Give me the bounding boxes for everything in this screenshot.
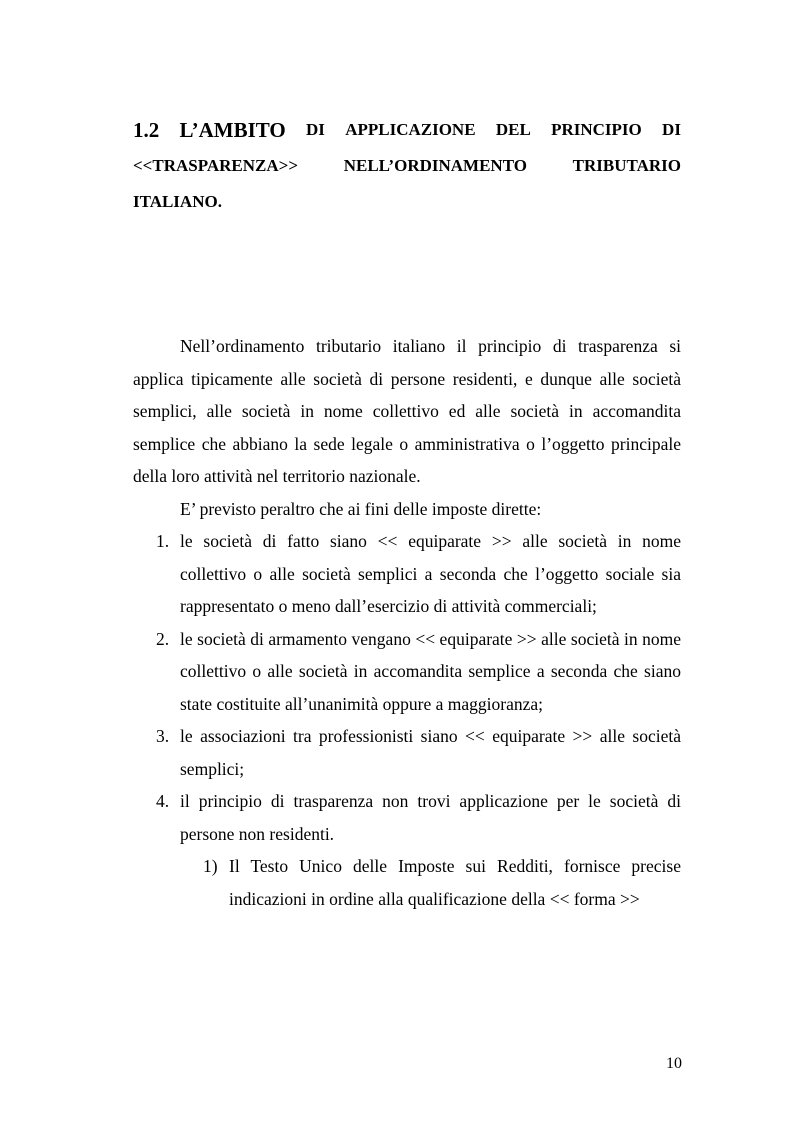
heading-word: L’AMBITO (179, 118, 286, 142)
list-marker: 4. (156, 791, 170, 811)
sub-list-item (203, 850, 681, 915)
provision-paragraph: E’ previsto peraltro che ai fini delle imposte dirette: (180, 498, 542, 519)
page-number: 10 (666, 1055, 682, 1072)
list-item-text: il principio di trasparenza non trovi applicazione per le società di persone non residenti. (180, 791, 681, 844)
list-marker: 2. (156, 628, 170, 649)
heading-word: DI (662, 120, 681, 139)
intro-paragraph: Nell’ordinamento tributario italiano il principio di trasparenza si applica tipicamente alle società di persone residenti, e dunque alle società semplici, alle società in nome collettivo ed alle società in accomandita semplice che abbiano la sede legale o amministrativa o l’oggetto principale della loro attività nel territorio nazionale. (133, 336, 681, 486)
section-heading (133, 112, 681, 220)
numbered-list (133, 525, 681, 850)
list-marker: 1. (156, 531, 170, 551)
body-text (133, 330, 681, 915)
list-item (156, 720, 681, 785)
list-item (156, 785, 681, 850)
heading-word: ITALIANO. (133, 192, 222, 211)
list-item-text: le associazioni tra professionisti siano << equiparate >> alle società semplici; (180, 726, 681, 779)
sub-list-item-text: Il Testo Unico delle Imposte sui Redditi, fornisce precise indicazioni in ordine alla qualificazione della << forma >> (229, 856, 681, 909)
heading-word: DEL (495, 120, 531, 139)
heading-word: APPLICAZIONE (345, 120, 476, 139)
heading-line-3 (133, 184, 681, 220)
heading-word: DI (306, 120, 325, 139)
heading-word: PRINCIPIO (551, 120, 642, 139)
heading-word: NELL’ORDINAMENTO (343, 156, 527, 175)
list-item-text: le società di fatto siano << equiparate >> alle società in nome collettivo o alle società semplici a seconda che l’oggetto sociale sia rappresentato o meno dall’esercizio di attività commerciali; (180, 531, 681, 616)
heading-word: 1.2 (133, 118, 160, 142)
list-marker: 3. (156, 726, 170, 746)
heading-line-2 (133, 148, 681, 184)
list-item-text: le società di armamento vengano << equiparate >> alle società in nome collettivo o alle società in accomandita semplice a seconda che siano state costituite all’unanimità oppure a maggioranza; (180, 628, 681, 714)
list-item (156, 623, 681, 721)
heading-word: <<TRASPARENZA>> (133, 156, 299, 175)
heading-line-1 (133, 112, 681, 148)
list-item (156, 525, 681, 623)
sub-list-marker: 1) (203, 856, 218, 876)
heading-word: TRIBUTARIO (572, 156, 681, 175)
sub-list (133, 850, 681, 915)
